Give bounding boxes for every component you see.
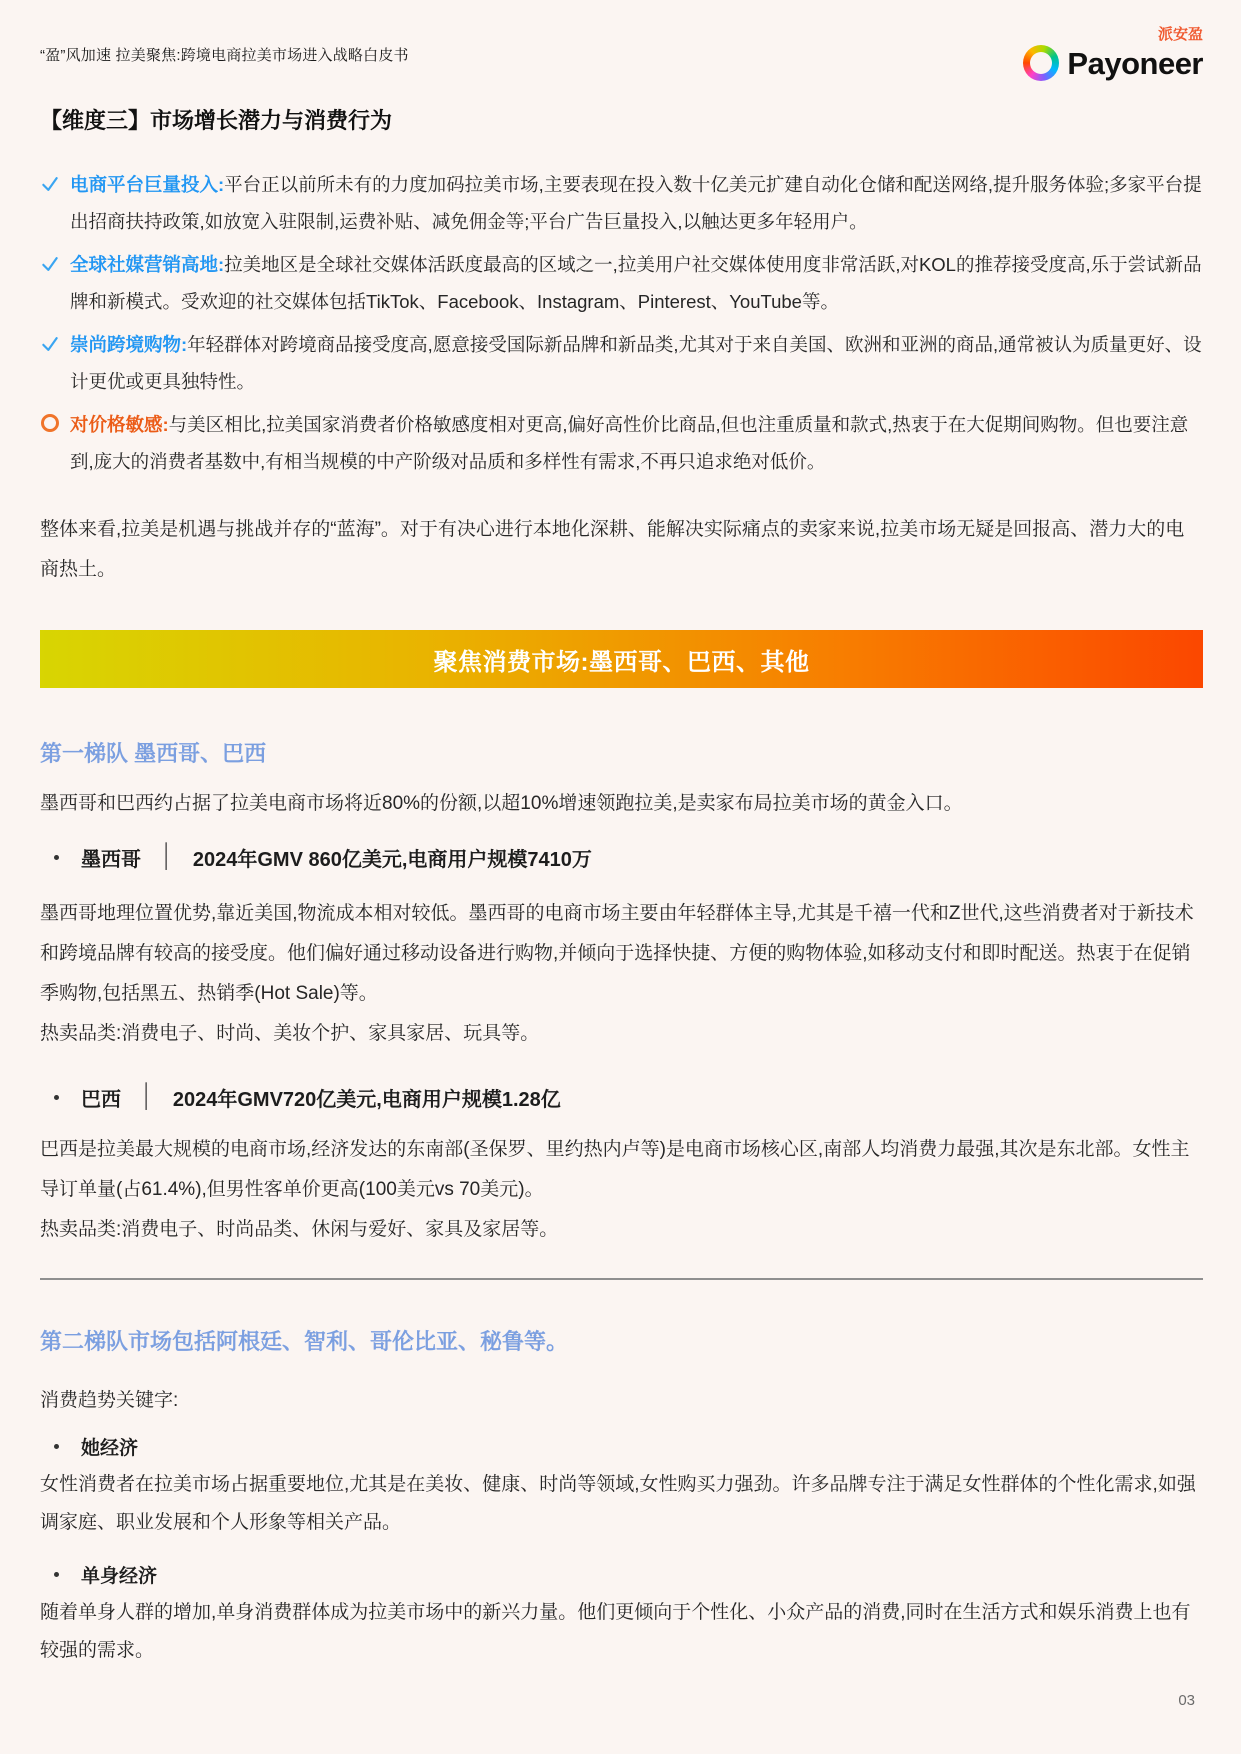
section-divider (40, 1278, 1203, 1280)
page-number: 03 (1178, 1692, 1195, 1709)
section-title-dimension3: 【维度三】市场增长潜力与消费行为 (40, 108, 393, 133)
bullet-dot (54, 1572, 59, 1577)
consumer-trend-keywords-label: 消费趋势关键字: (40, 1390, 179, 1411)
trend-row-she-economy (40, 1432, 1203, 1460)
bullet-text: 与美区相比,拉美国家消费者价格敏感度相对更高,偏好高性价比商品,但也注重质量和款式,热衷于在大促期间购物。但也要注意到,庞大的消费者基数中,有相当规模的中产阶级对品质和多样性有需求,不再只追求绝对低价。 (70, 414, 1189, 472)
brazil-description: 巴西是拉美最大规模的电商市场,经济发达的东南部(圣保罗、里约热内卢等)是电商市场核心区,南部人均消费力最强,其次是东北部。女性主导订单量(占61.4%),但男性客单价更高(100美元vs 70美元)。 (40, 1139, 1190, 1200)
bullet-label: 电商平台巨量投入: (70, 174, 225, 195)
page-header (40, 0, 1203, 82)
section-summary-paragraph: 整体来看,拉美是机遇与挑战并存的“蓝海”。对于有决心进行本地化深耕、能解决实际痛点的卖家来说,拉美市场无疑是回报高、潜力大的电商热土。 (40, 519, 1185, 580)
brazil-hot-categories: 热卖品类:消费电子、时尚品类、休闲与爱好、家具及家居等。 (40, 1219, 559, 1240)
check-icon (40, 326, 70, 354)
bullet-text: 年轻群体对跨境商品接受度高,愿意接受国际新品牌和新品类,尤其对于来自美国、欧洲和亚洲的商品,通常被认为质量更好、设计更优或更具独特性。 (70, 334, 1202, 392)
bullet-label: 对价格敏感: (70, 414, 169, 435)
payoneer-ring-icon (1023, 45, 1059, 81)
tier2-heading: 第二梯队市场包括阿根廷、智利、哥伦比亚、秘鲁等。 (40, 1329, 569, 1354)
market-stat: 2024年GMV720亿美元,电商用户规模1.28亿 (172, 1088, 561, 1111)
bullet-price-sensitive (40, 406, 1203, 480)
payoneer-logo (1023, 27, 1203, 81)
market-row-mexico (40, 842, 1203, 872)
bullet-dot (54, 1444, 59, 1449)
market-name: 墨西哥 (81, 848, 141, 871)
bullet-dot (54, 1095, 59, 1100)
bullet-text: 拉美地区是全球社交媒体活跃度最高的区域之一,拉美用户社交媒体使用度非常活跃,对KOL的推荐接受度高,乐于尝试新品牌和新模式。受欢迎的社交媒体包括TikTok、Facebook、Instagram、Pinterest、YouTube等。 (70, 254, 1202, 312)
tier1-heading: 第一梯队 墨西哥、巴西 (40, 741, 267, 766)
check-icon (40, 246, 70, 274)
pipe-separator: │ (161, 843, 173, 869)
market-name: 巴西 (81, 1088, 121, 1111)
trend-name: 单身经济 (81, 1565, 158, 1587)
bullet-label: 崇尚跨境购物: (70, 334, 188, 355)
mexico-hot-categories: 热卖品类:消费电子、时尚、美妆个护、家具家居、玩具等。 (40, 1023, 540, 1044)
bullet-crossborder-shopping (40, 326, 1203, 400)
market-row-brazil (40, 1082, 1203, 1112)
check-icon (40, 166, 70, 194)
bullet-platform-investment (40, 166, 1203, 240)
focus-markets-banner (40, 630, 1203, 688)
dimension3-bullet-list (40, 166, 1203, 480)
payoneer-cn-name: 派安盈 (1157, 26, 1203, 43)
bullet-text: 平台正以前所未有的力度加码拉美市场,主要表现在投入数十亿美元扩建自动化仓储和配送网络,提升服务体验;多家平台提出招商扶持政策,如放宽入驻限制,运费补贴、减免佣金等;平台广告巨量投入,以触达更多年轻用户。 (70, 174, 1202, 232)
pipe-separator: │ (141, 1083, 153, 1109)
she-economy-description: 女性消费者在拉美市场占据重要地位,尤其是在美妆、健康、时尚等领域,女性购买力强劲。许多品牌专注于满足女性群体的个性化需求,如强调家庭、职业发展和个人形象等相关产品。 (40, 1474, 1196, 1533)
single-economy-description: 随着单身人群的增加,单身消费群体成为拉美市场中的新兴力量。他们更倾向于个性化、小众产品的消费,同时在生活方式和娱乐消费上也有较强的需求。 (40, 1602, 1191, 1661)
trend-name: 她经济 (81, 1437, 139, 1459)
bullet-label: 全球社媒营销高地: (70, 254, 225, 275)
payoneer-brand-text: Payoneer (1067, 45, 1203, 81)
trend-row-single-economy (40, 1560, 1203, 1588)
bullet-dot (54, 855, 59, 860)
banner-title: 聚焦消费市场:墨西哥、巴西、其他 (433, 648, 810, 676)
bullet-social-media (40, 246, 1203, 320)
tier1-intro-paragraph: 墨西哥和巴西约占据了拉美电商市场将近80%的份额,以超10%增速领跑拉美,是卖家布局拉美市场的黄金入口。 (40, 793, 963, 814)
mexico-description: 墨西哥地理位置优势,靠近美国,物流成本相对较低。墨西哥的电商市场主要由年轻群体主导,尤其是千禧一代和Z世代,这些消费者对于新技术和跨境品牌有较高的接受度。他们偏好通过移动设备进行购物,并倾向于选择快捷、方便的购物体验,如移动支付和即时配送。热衷于在促销季购物,包括黑五、热销季(Hot Sale)等。 (40, 903, 1194, 1004)
circle-icon (40, 406, 70, 437)
market-stat: 2024年GMV 860亿美元,电商用户规模7410万 (192, 848, 592, 871)
header-title: “盈”风加速 拉美聚焦:跨境电商拉美市场进入战略白皮书 (40, 46, 409, 64)
